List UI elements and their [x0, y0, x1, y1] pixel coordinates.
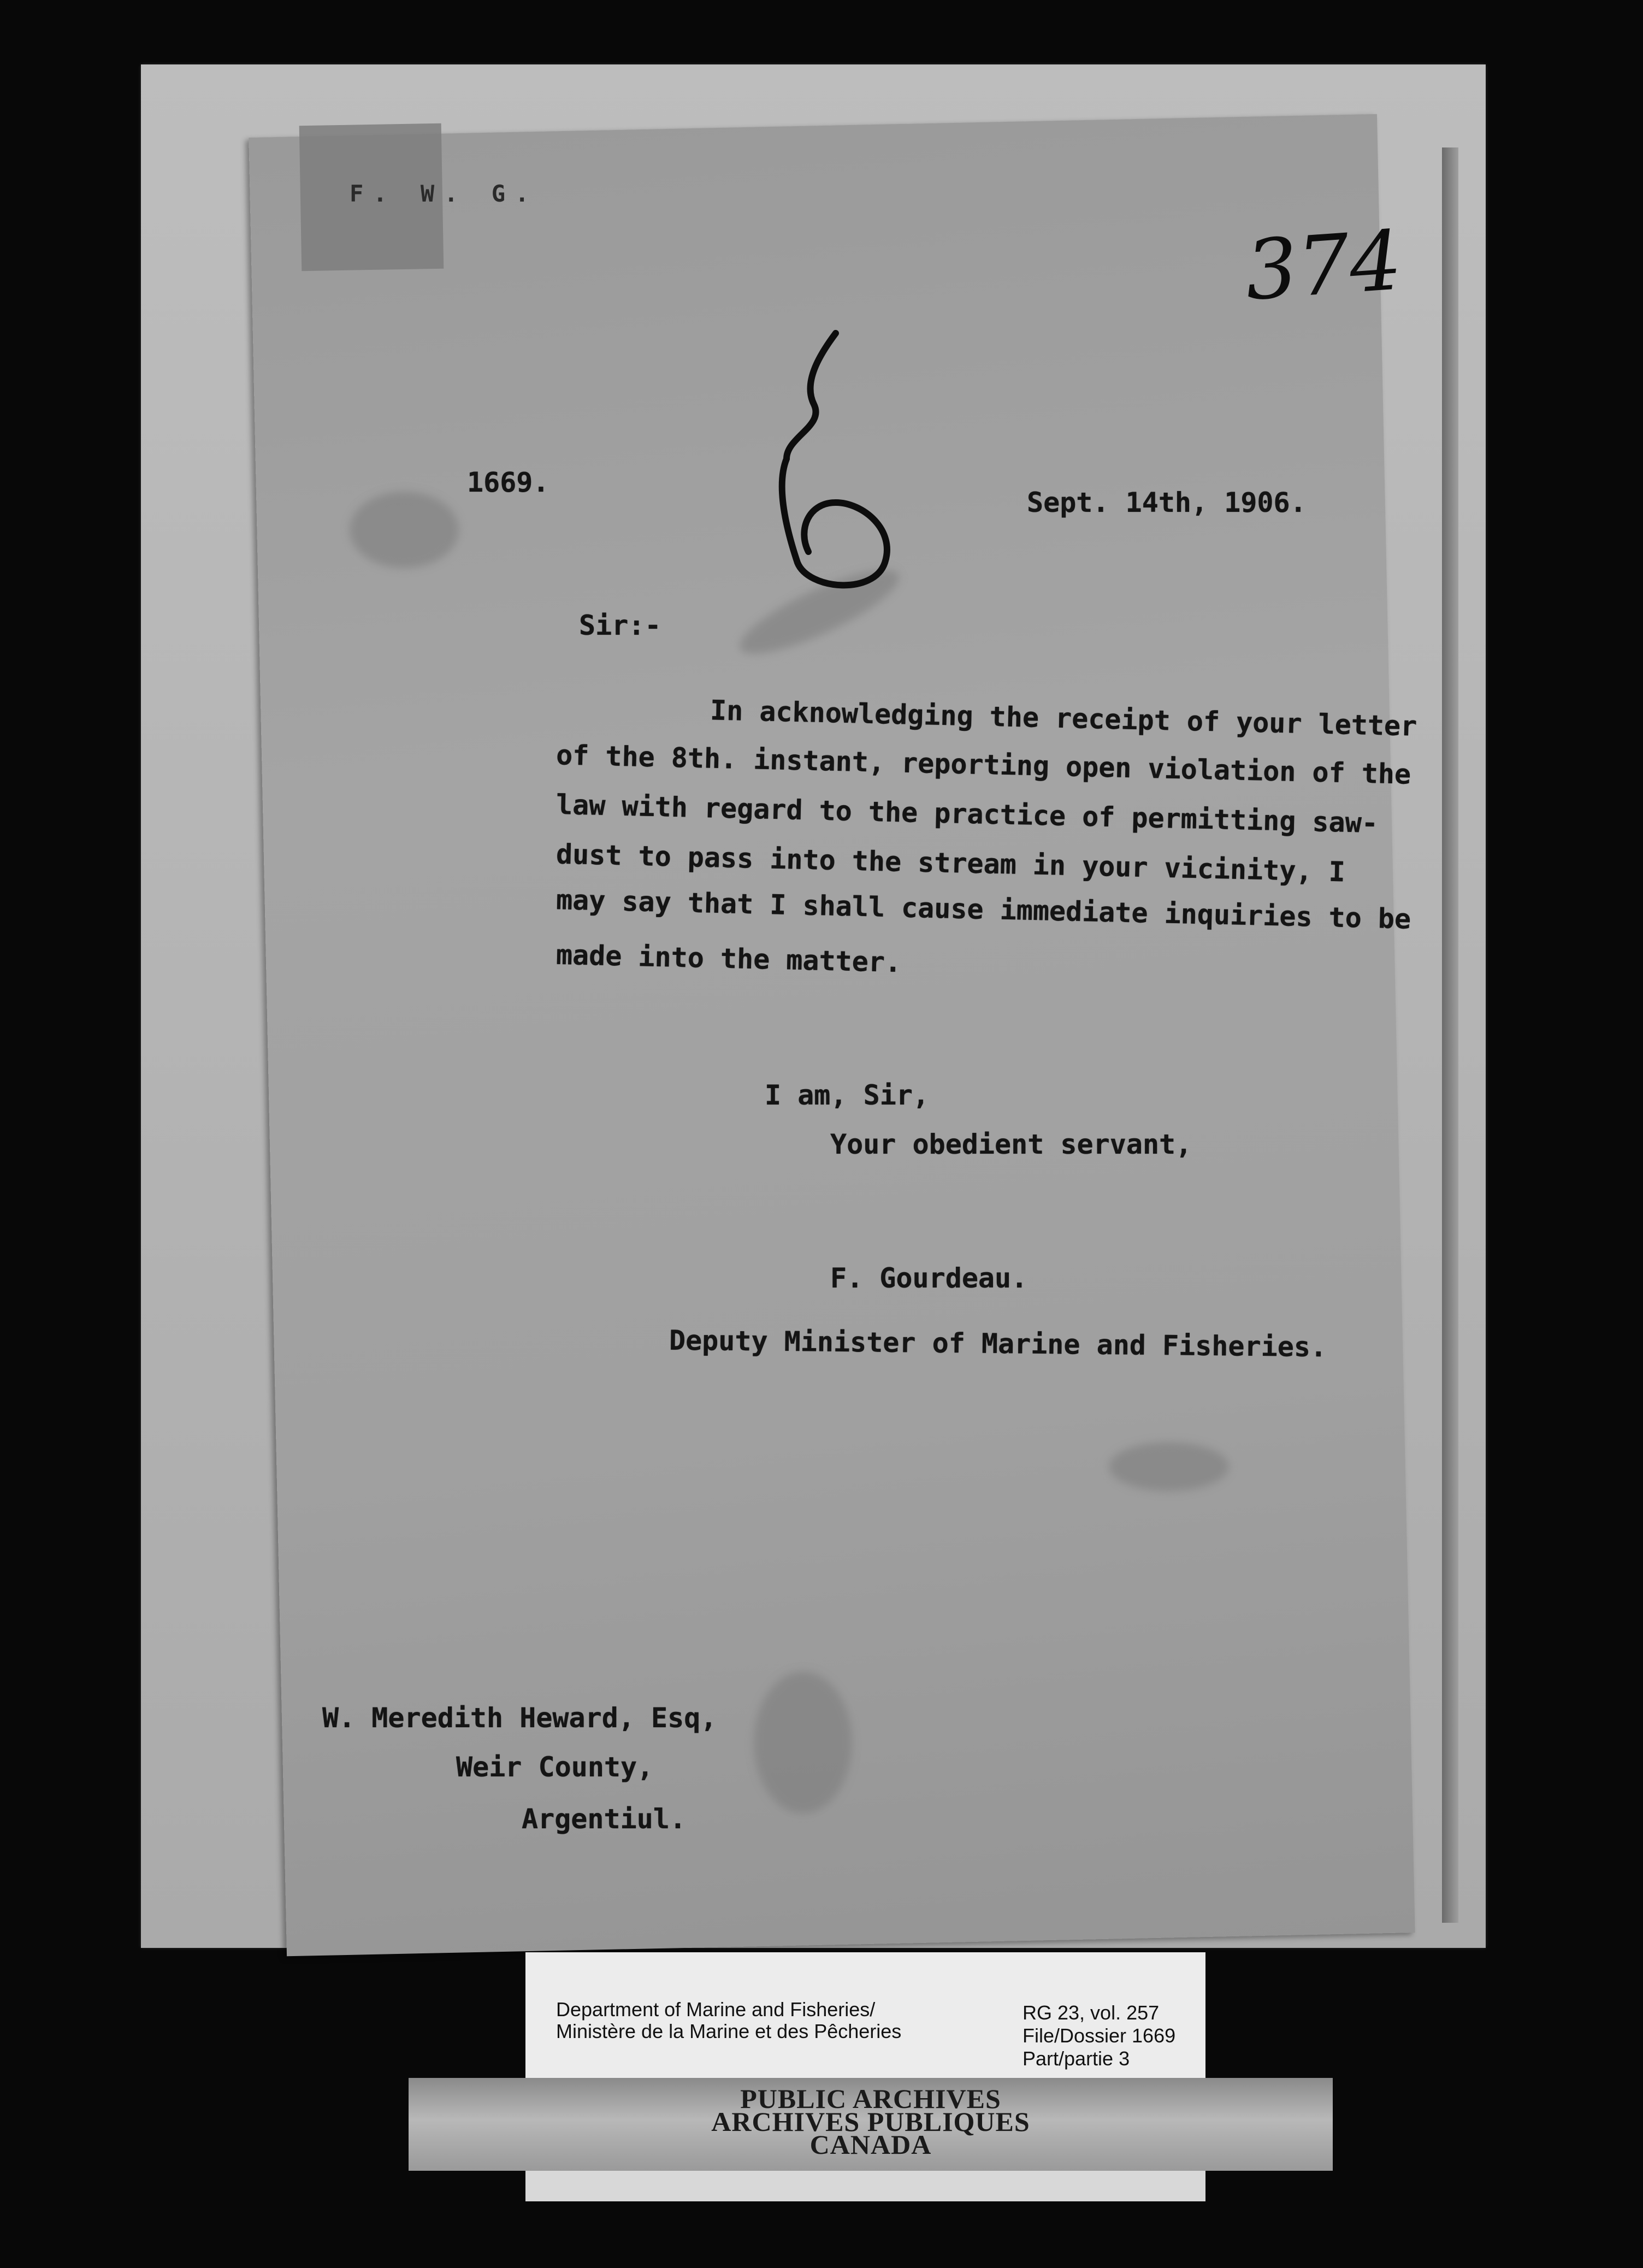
archives-line: PUBLIC ARCHIVES — [740, 2083, 1001, 2114]
smudge — [350, 492, 459, 568]
closing: I am, Sir, — [765, 1079, 930, 1111]
body-line: law with regard to the practice of permitting saw- — [555, 788, 1379, 840]
page-number-handwritten: 374 — [1242, 213, 1405, 319]
department-fr: Ministère de la Marine et des Pêcheries — [556, 2020, 902, 2042]
archives-line: CANADA — [809, 2129, 932, 2160]
file-reference: File/Dossier 1669 — [1023, 2024, 1176, 2047]
signer-title: Deputy Minister of Marine and Fisheries. — [669, 1324, 1327, 1363]
body-line: dust to pass into the stream in your vicinity, I — [555, 838, 1346, 888]
archives-line: ARCHIVES PUBLIQUES — [711, 2106, 1030, 2137]
department-en: Department of Marine and Fisheries/ — [556, 1998, 876, 2021]
bottom-strip — [525, 2171, 1205, 2201]
signature: F. Gourdeau. — [830, 1262, 1028, 1294]
closing: Your obedient servant, — [830, 1129, 1192, 1160]
file-number: 1669. — [467, 466, 549, 498]
letter-date: Sept. 14th, 1906. — [1027, 487, 1307, 518]
smudge — [1109, 1442, 1229, 1491]
reference: RG 23, vol. 257 — [1023, 2001, 1160, 2024]
page-edge — [1442, 147, 1458, 1923]
addressee-line: W. Meredith Heward, Esq, — [322, 1702, 717, 1734]
part-reference: Part/partie 3 — [1023, 2047, 1130, 2070]
body-line: In acknowledging the receipt of your letter — [710, 694, 1417, 742]
smudge — [754, 1672, 852, 1814]
salutation: Sir:- — [579, 610, 661, 641]
archive-label — [525, 1952, 1205, 2086]
addressee-line: Weir County, — [456, 1751, 654, 1783]
stamp-text: F. W. G. — [350, 180, 539, 207]
hand-mark-icon — [754, 322, 918, 606]
body-line: may say that I shall cause immediate inquiries to be — [555, 884, 1411, 935]
archives-band — [409, 2078, 1333, 2171]
addressee-line: Argentiul. — [522, 1803, 687, 1835]
body-line: of the 8th. instant, reporting open violation of the — [555, 739, 1411, 790]
body-line: made into the matter. — [555, 938, 902, 979]
